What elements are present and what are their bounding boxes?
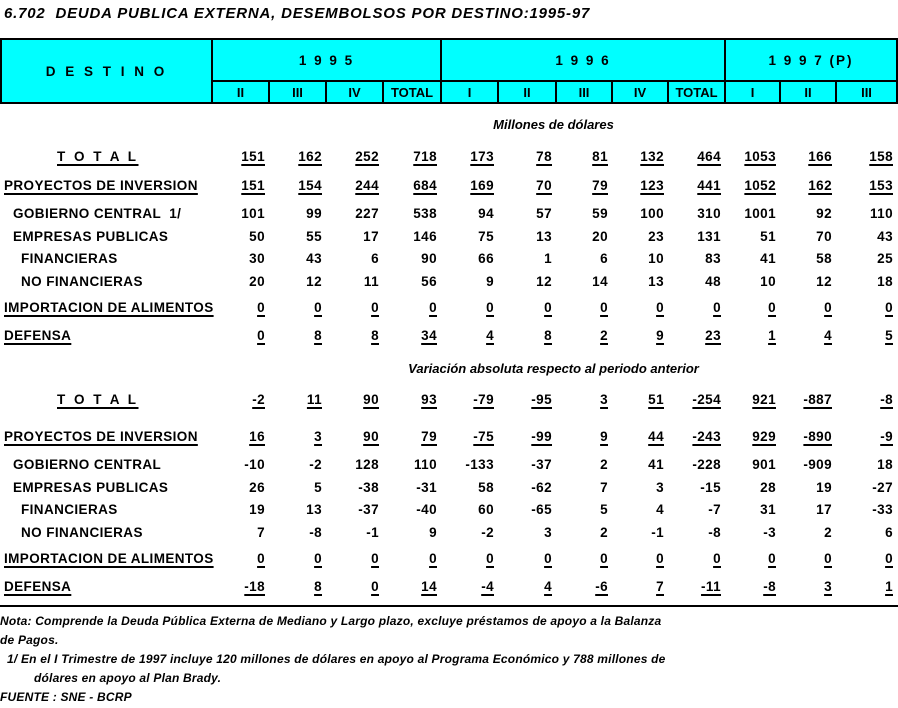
footnote-line: dólares en apoyo al Plan Brady. [34, 671, 222, 685]
value-cell: 93 [421, 392, 437, 407]
value-cell: 151 [241, 178, 265, 193]
table-row [2, 429, 898, 444]
value-cell: 43 [877, 229, 893, 244]
value-cell: -99 [531, 429, 552, 444]
value-cell: 538 [413, 206, 437, 221]
value-cell: 0 [656, 300, 664, 315]
table-row [2, 251, 898, 266]
value-cell: -3 [763, 525, 776, 540]
value-cell: 9 [656, 328, 664, 343]
year-header-1995: 1 9 9 5 [211, 40, 440, 82]
value-cell: -8 [880, 392, 893, 407]
row-label: FINANCIERAS [21, 502, 118, 517]
row-label: EMPRESAS PUBLICAS [13, 480, 169, 495]
value-cell: 227 [355, 206, 379, 221]
value-cell: 3 [656, 480, 664, 495]
row-label: GOBIERNO CENTRAL 1/ [13, 206, 182, 221]
value-cell: 441 [697, 178, 721, 193]
value-cell: 13 [536, 229, 552, 244]
value-cell: 43 [306, 251, 322, 266]
value-cell: 0 [371, 551, 379, 566]
quarter-col-header: IV [325, 82, 382, 102]
quarter-col-header: III [835, 82, 896, 102]
value-cell: 11 [306, 392, 322, 407]
value-cell: -4 [481, 579, 494, 594]
value-cell: 2 [824, 525, 832, 540]
section-rows [0, 149, 898, 343]
quarter-col-header: IV [611, 82, 667, 102]
value-cell: 0 [656, 551, 664, 566]
value-cell: 0 [257, 328, 265, 343]
value-cell: 0 [713, 300, 721, 315]
value-cell: 79 [592, 178, 608, 193]
value-cell: 0 [314, 300, 322, 315]
value-cell: 12 [816, 274, 832, 289]
value-cell: 50 [249, 229, 265, 244]
row-label: FINANCIERAS [21, 251, 118, 266]
row-label: IMPORTACION DE ALIMENTOS [4, 300, 214, 315]
value-cell: -37 [531, 457, 552, 472]
value-cell: -62 [531, 480, 552, 495]
section-subtitle: Millones de dólares [493, 117, 614, 132]
value-cell: 5 [600, 502, 608, 517]
value-cell: 90 [363, 429, 379, 444]
value-cell: 0 [768, 551, 776, 566]
table-row [2, 206, 898, 221]
value-cell: 0 [600, 551, 608, 566]
value-cell: -75 [473, 429, 494, 444]
value-cell: 10 [760, 274, 776, 289]
value-cell: 92 [816, 206, 832, 221]
value-cell: 31 [760, 502, 776, 517]
value-cell: 1053 [744, 149, 776, 164]
value-cell: 7 [257, 525, 265, 540]
value-cell: 13 [648, 274, 664, 289]
value-cell: 6 [371, 251, 379, 266]
value-cell: 18 [877, 274, 893, 289]
value-cell: 244 [355, 178, 379, 193]
value-cell: 16 [249, 429, 265, 444]
value-cell: 9 [600, 429, 608, 444]
quarter-col-header: II [497, 82, 555, 102]
quarter-col-header: I [440, 82, 497, 102]
value-cell: -79 [473, 392, 494, 407]
value-cell: 901 [752, 457, 776, 472]
value-cell: 70 [536, 178, 552, 193]
table-row [2, 274, 898, 289]
value-cell: 0 [429, 300, 437, 315]
row-label: PROYECTOS DE INVERSION [4, 178, 198, 193]
value-cell: 30 [249, 251, 265, 266]
table-row [2, 480, 898, 495]
page-title: 6.702 DEUDA PUBLICA EXTERNA, DESEMBOLSOS POR DESTINO:1995-97 [4, 5, 591, 22]
value-cell: 13 [306, 502, 322, 517]
table-row [2, 328, 898, 343]
value-cell: -27 [872, 480, 893, 495]
quarter-col-header: III [555, 82, 611, 102]
table-row [2, 300, 898, 315]
value-cell: 14 [592, 274, 608, 289]
value-cell: 41 [648, 457, 664, 472]
value-cell: -40 [416, 502, 437, 517]
value-cell: 158 [869, 149, 893, 164]
footnote-line: 1/ En el I Trimestre de 1997 incluye 120 millones de dólares en apoyo al Programa Económico y 788 millones de [7, 652, 666, 666]
value-cell: -33 [872, 502, 893, 517]
value-cell: 23 [648, 229, 664, 244]
value-cell: 59 [592, 206, 608, 221]
value-cell: 0 [257, 551, 265, 566]
quarter-col-header: I [724, 82, 779, 102]
section-subtitle: Variación absoluta respecto al periodo anterior [408, 361, 699, 376]
value-cell: 151 [241, 149, 265, 164]
footnote-line: de Pagos. [0, 633, 59, 647]
value-cell: 684 [413, 178, 437, 193]
value-cell: -890 [803, 429, 832, 444]
value-cell: 17 [816, 502, 832, 517]
value-cell: 75 [478, 229, 494, 244]
value-cell: -8 [763, 579, 776, 594]
value-cell: -9 [880, 429, 893, 444]
value-cell: 0 [371, 579, 379, 594]
value-cell: 11 [363, 274, 379, 289]
value-cell: 310 [697, 206, 721, 221]
value-cell: 8 [314, 328, 322, 343]
value-cell: 7 [600, 480, 608, 495]
quarter-col-header: TOTAL [382, 82, 440, 102]
value-cell: 60 [478, 502, 494, 517]
value-cell: 81 [592, 149, 608, 164]
value-cell: 1052 [744, 178, 776, 193]
value-cell: 921 [752, 392, 776, 407]
value-cell: 83 [705, 251, 721, 266]
value-cell: -1 [651, 525, 664, 540]
value-cell: 4 [486, 328, 494, 343]
value-cell: -2 [252, 392, 265, 407]
value-cell: -10 [244, 457, 265, 472]
table-row [2, 229, 898, 244]
value-cell: 9 [429, 525, 437, 540]
section-millones [0, 117, 898, 343]
table-row [2, 502, 898, 517]
value-cell: 162 [298, 149, 322, 164]
value-cell: -243 [692, 429, 721, 444]
year-header-1996: 1 9 9 6 [440, 40, 724, 82]
value-cell: 110 [414, 457, 437, 472]
row-label: GOBIERNO CENTRAL [13, 457, 162, 472]
value-cell: 173 [470, 149, 494, 164]
value-cell: 1001 [744, 206, 776, 221]
table-row [2, 457, 898, 472]
value-cell: 51 [760, 229, 776, 244]
value-cell: 78 [536, 149, 552, 164]
value-cell: 131 [697, 229, 721, 244]
value-cell: 146 [413, 229, 437, 244]
bottom-rule [0, 605, 898, 607]
value-cell: 4 [656, 502, 664, 517]
table-row [2, 579, 898, 594]
value-cell: -38 [358, 480, 379, 495]
value-cell: 18 [877, 457, 893, 472]
quarter-col-header: II [211, 82, 268, 102]
value-cell: -18 [244, 579, 265, 594]
value-cell: 51 [648, 392, 664, 407]
value-cell: 0 [600, 300, 608, 315]
value-cell: 8 [544, 328, 552, 343]
value-cell: 94 [478, 206, 494, 221]
value-cell: 70 [816, 229, 832, 244]
value-cell: 79 [421, 429, 437, 444]
value-cell: -2 [481, 525, 494, 540]
value-cell: 25 [877, 251, 893, 266]
value-cell: 12 [536, 274, 552, 289]
year-header-1997: 1 9 9 7 (P) [724, 40, 896, 82]
value-cell: 44 [648, 429, 664, 444]
value-cell: 0 [885, 300, 893, 315]
value-cell: 100 [640, 206, 664, 221]
value-cell: 3 [544, 525, 552, 540]
value-cell: 4 [544, 579, 552, 594]
value-cell: 3 [314, 429, 322, 444]
value-cell: 464 [697, 149, 721, 164]
value-cell: 0 [885, 551, 893, 566]
table-row [2, 525, 898, 540]
value-cell: -6 [595, 579, 608, 594]
footnote-source: FUENTE : SNE - BCRP [0, 690, 132, 704]
value-cell: 7 [656, 579, 664, 594]
value-cell: 99 [306, 206, 322, 221]
value-cell: 718 [413, 149, 437, 164]
value-cell: 48 [705, 274, 721, 289]
value-cell: 20 [592, 229, 608, 244]
quarter-col-header: III [268, 82, 325, 102]
value-cell: 0 [544, 300, 552, 315]
value-cell: 153 [869, 178, 893, 193]
value-cell: -11 [701, 579, 721, 594]
value-cell: 0 [824, 551, 832, 566]
table-row [2, 149, 898, 164]
table-row [2, 551, 898, 566]
value-cell: 0 [314, 551, 322, 566]
value-cell: 90 [363, 392, 379, 407]
value-cell: -15 [700, 480, 721, 495]
value-cell: 90 [421, 251, 437, 266]
row-label: EMPRESAS PUBLICAS [13, 229, 169, 244]
value-cell: 2 [600, 457, 608, 472]
value-cell: 162 [808, 178, 832, 193]
value-cell: 132 [640, 149, 664, 164]
value-cell: 166 [808, 149, 832, 164]
value-cell: 41 [760, 251, 776, 266]
value-cell: 66 [478, 251, 494, 266]
value-cell: 128 [355, 457, 379, 472]
value-cell: 14 [421, 579, 437, 594]
value-cell: 1 [544, 251, 552, 266]
value-cell: 17 [363, 229, 379, 244]
quarter-col-header: II [779, 82, 835, 102]
value-cell: -228 [692, 457, 721, 472]
value-cell: 10 [648, 251, 664, 266]
value-cell: 5 [314, 480, 322, 495]
row-label: DEFENSA [4, 328, 72, 343]
value-cell: 0 [429, 551, 437, 566]
value-cell: 19 [816, 480, 832, 495]
table-header [0, 38, 898, 104]
value-cell: 6 [885, 525, 893, 540]
value-cell: -254 [692, 392, 721, 407]
value-cell: 929 [752, 429, 776, 444]
table-row [2, 392, 898, 407]
value-cell: 8 [371, 328, 379, 343]
footnotes [0, 612, 898, 707]
value-cell: 3 [600, 392, 608, 407]
value-cell: 26 [249, 480, 265, 495]
value-cell: -887 [803, 392, 832, 407]
value-cell: 101 [241, 206, 265, 221]
value-cell: 34 [421, 328, 437, 343]
value-cell: -31 [416, 480, 437, 495]
section-variacion [0, 361, 898, 594]
value-cell: 0 [486, 300, 494, 315]
value-cell: 252 [355, 149, 379, 164]
value-cell: 0 [713, 551, 721, 566]
value-cell: -8 [309, 525, 322, 540]
row-label: IMPORTACION DE ALIMENTOS [4, 551, 214, 566]
row-label: DEFENSA [4, 579, 72, 594]
table-row [2, 178, 898, 193]
row-label: NO FINANCIERAS [21, 274, 143, 289]
value-cell: 6 [600, 251, 608, 266]
value-cell: 23 [705, 328, 721, 343]
value-cell: -909 [803, 457, 832, 472]
row-label: NO FINANCIERAS [21, 525, 143, 540]
value-cell: 56 [421, 274, 437, 289]
value-cell: 57 [536, 206, 552, 221]
value-cell: 3 [824, 579, 832, 594]
row-label: PROYECTOS DE INVERSION [4, 429, 198, 444]
value-cell: -65 [531, 502, 552, 517]
col-header-destino: D E S T I N O [45, 63, 168, 79]
value-cell: 0 [257, 300, 265, 315]
value-cell: 28 [760, 480, 776, 495]
value-cell: 0 [486, 551, 494, 566]
value-cell: 2 [600, 525, 608, 540]
value-cell: 0 [824, 300, 832, 315]
value-cell: -2 [309, 457, 322, 472]
value-cell: 20 [249, 274, 265, 289]
value-cell: 0 [544, 551, 552, 566]
value-cell: -7 [708, 502, 721, 517]
value-cell: 169 [470, 178, 494, 193]
row-label: T O T A L [57, 392, 139, 407]
value-cell: 1 [885, 579, 893, 594]
value-cell: 154 [298, 178, 322, 193]
section-rows [0, 392, 898, 594]
value-cell: 12 [306, 274, 322, 289]
value-cell: 19 [249, 502, 265, 517]
value-cell: 0 [371, 300, 379, 315]
value-cell: 4 [824, 328, 832, 343]
value-cell: 58 [816, 251, 832, 266]
value-cell: 2 [600, 328, 608, 343]
value-cell: 5 [885, 328, 893, 343]
value-cell: 8 [314, 579, 322, 594]
value-cell: 123 [640, 178, 664, 193]
footnote-line: Nota: Comprende la Deuda Pública Externa de Mediano y Largo plazo, excluye préstamos de apoyo a la Balanza [0, 614, 662, 628]
value-cell: -133 [465, 457, 494, 472]
value-cell: 1 [768, 328, 776, 343]
row-label: T O T A L [57, 149, 139, 164]
value-cell: 0 [768, 300, 776, 315]
quarter-col-header: TOTAL [667, 82, 724, 102]
value-cell: 55 [306, 229, 322, 244]
value-cell: 110 [870, 206, 893, 221]
value-cell: -95 [531, 392, 552, 407]
value-cell: 9 [486, 274, 494, 289]
value-cell: -8 [708, 525, 721, 540]
value-cell: -37 [358, 502, 379, 517]
value-cell: 58 [478, 480, 494, 495]
value-cell: -1 [366, 525, 379, 540]
